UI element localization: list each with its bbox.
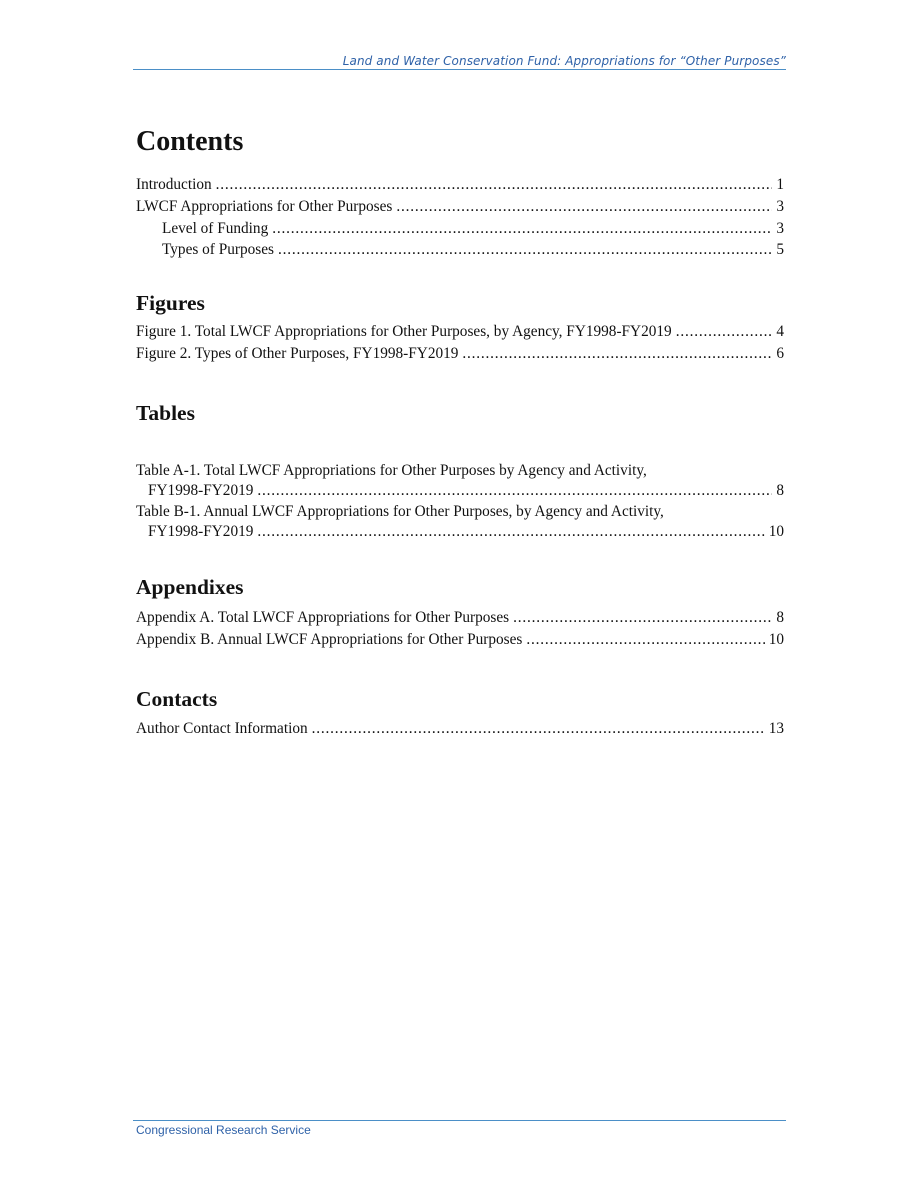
- figures-list: [136, 321, 784, 365]
- toc-entry-text: Appendix B. Annual LWCF Appropriations for Other Purposes: [136, 631, 523, 648]
- dot-leader: [278, 240, 772, 259]
- dot-leader: [396, 196, 772, 218]
- appendixes-heading: Appendixes: [136, 575, 244, 599]
- toc-page-number: 3: [776, 220, 784, 237]
- dot-leader: [526, 629, 764, 651]
- toc-entry-figure-2[interactable]: [136, 343, 784, 365]
- toc-entry-text: Figure 2. Types of Other Purposes, FY1998-FY2019: [136, 345, 459, 362]
- contents-heading: Contents: [136, 126, 244, 157]
- footer-organization: Congressional Research Service: [136, 1123, 311, 1137]
- toc-entry-text: Level of Funding: [162, 220, 269, 237]
- header-rule: [133, 69, 786, 70]
- toc-entry-text: FY1998-FY2019: [148, 482, 254, 499]
- dot-leader: [216, 174, 773, 196]
- toc-entry-text: LWCF Appropriations for Other Purposes: [136, 198, 393, 215]
- footer-rule: [133, 1120, 786, 1121]
- contacts-list: [136, 718, 784, 740]
- table-of-contents: [136, 124, 784, 740]
- toc-entry-continuation: [136, 521, 784, 543]
- figures-heading: Figures: [136, 291, 205, 315]
- toc-entry-text: Introduction: [136, 176, 212, 193]
- toc-page-number: 4: [776, 323, 784, 340]
- toc-page-number: 8: [776, 482, 784, 499]
- toc-entry-level-of-funding[interactable]: [136, 218, 784, 240]
- toc-entry-table-a-1[interactable]: [136, 461, 784, 502]
- toc-page-number: 5: [776, 241, 784, 258]
- toc-entry-author-contact[interactable]: [136, 718, 784, 740]
- toc-page-number: 1: [776, 176, 784, 193]
- toc-entry-introduction[interactable]: [136, 174, 784, 196]
- dot-leader: [676, 321, 773, 343]
- contacts-heading: Contacts: [136, 687, 218, 711]
- tables-list: [136, 461, 784, 543]
- dot-leader: [257, 521, 764, 543]
- running-header: Land and Water Conservation Fund: Appropriations for “Other Purposes”: [342, 54, 786, 68]
- toc-page-number: 3: [776, 198, 784, 215]
- toc-page-number: 8: [776, 609, 784, 626]
- toc-entry-table-b-1[interactable]: [136, 502, 784, 543]
- toc-entry-text: FY1998-FY2019: [148, 523, 254, 540]
- toc-page-number: 13: [768, 720, 784, 737]
- appendixes-list: [136, 607, 784, 651]
- toc-entry-lwcf-appropriations[interactable]: [136, 196, 784, 218]
- toc-entry-appendix-b[interactable]: [136, 629, 784, 651]
- toc-page-number: 6: [776, 345, 784, 362]
- toc-page-number: 10: [768, 631, 784, 648]
- dot-leader: [257, 480, 772, 502]
- dot-leader: [513, 607, 772, 629]
- dot-leader: [312, 718, 765, 740]
- dot-leader: [272, 218, 772, 240]
- toc-entry-text: Appendix A. Total LWCF Appropriations for Other Purposes: [136, 609, 510, 626]
- contents-list: [136, 174, 784, 259]
- toc-page-number: 10: [768, 523, 784, 540]
- toc-entry-text: Figure 1. Total LWCF Appropriations for Other Purposes, by Agency, FY1998-FY2019: [136, 323, 672, 340]
- toc-entry-appendix-a[interactable]: [136, 607, 784, 629]
- toc-entry-types-of-purposes[interactable]: [136, 240, 784, 259]
- dot-leader: [462, 343, 772, 365]
- toc-entry-text: Table B-1. Annual LWCF Appropriations for Other Purposes, by Agency and Activity,: [136, 503, 664, 520]
- toc-entry-figure-1[interactable]: [136, 321, 784, 343]
- toc-entry-text: Author Contact Information: [136, 720, 308, 737]
- toc-entry-continuation: [136, 480, 784, 502]
- toc-entry-text: Types of Purposes: [162, 241, 274, 258]
- toc-entry-text: Table A-1. Total LWCF Appropriations for Other Purposes by Agency and Activity,: [136, 462, 647, 479]
- tables-heading: Tables: [136, 401, 195, 425]
